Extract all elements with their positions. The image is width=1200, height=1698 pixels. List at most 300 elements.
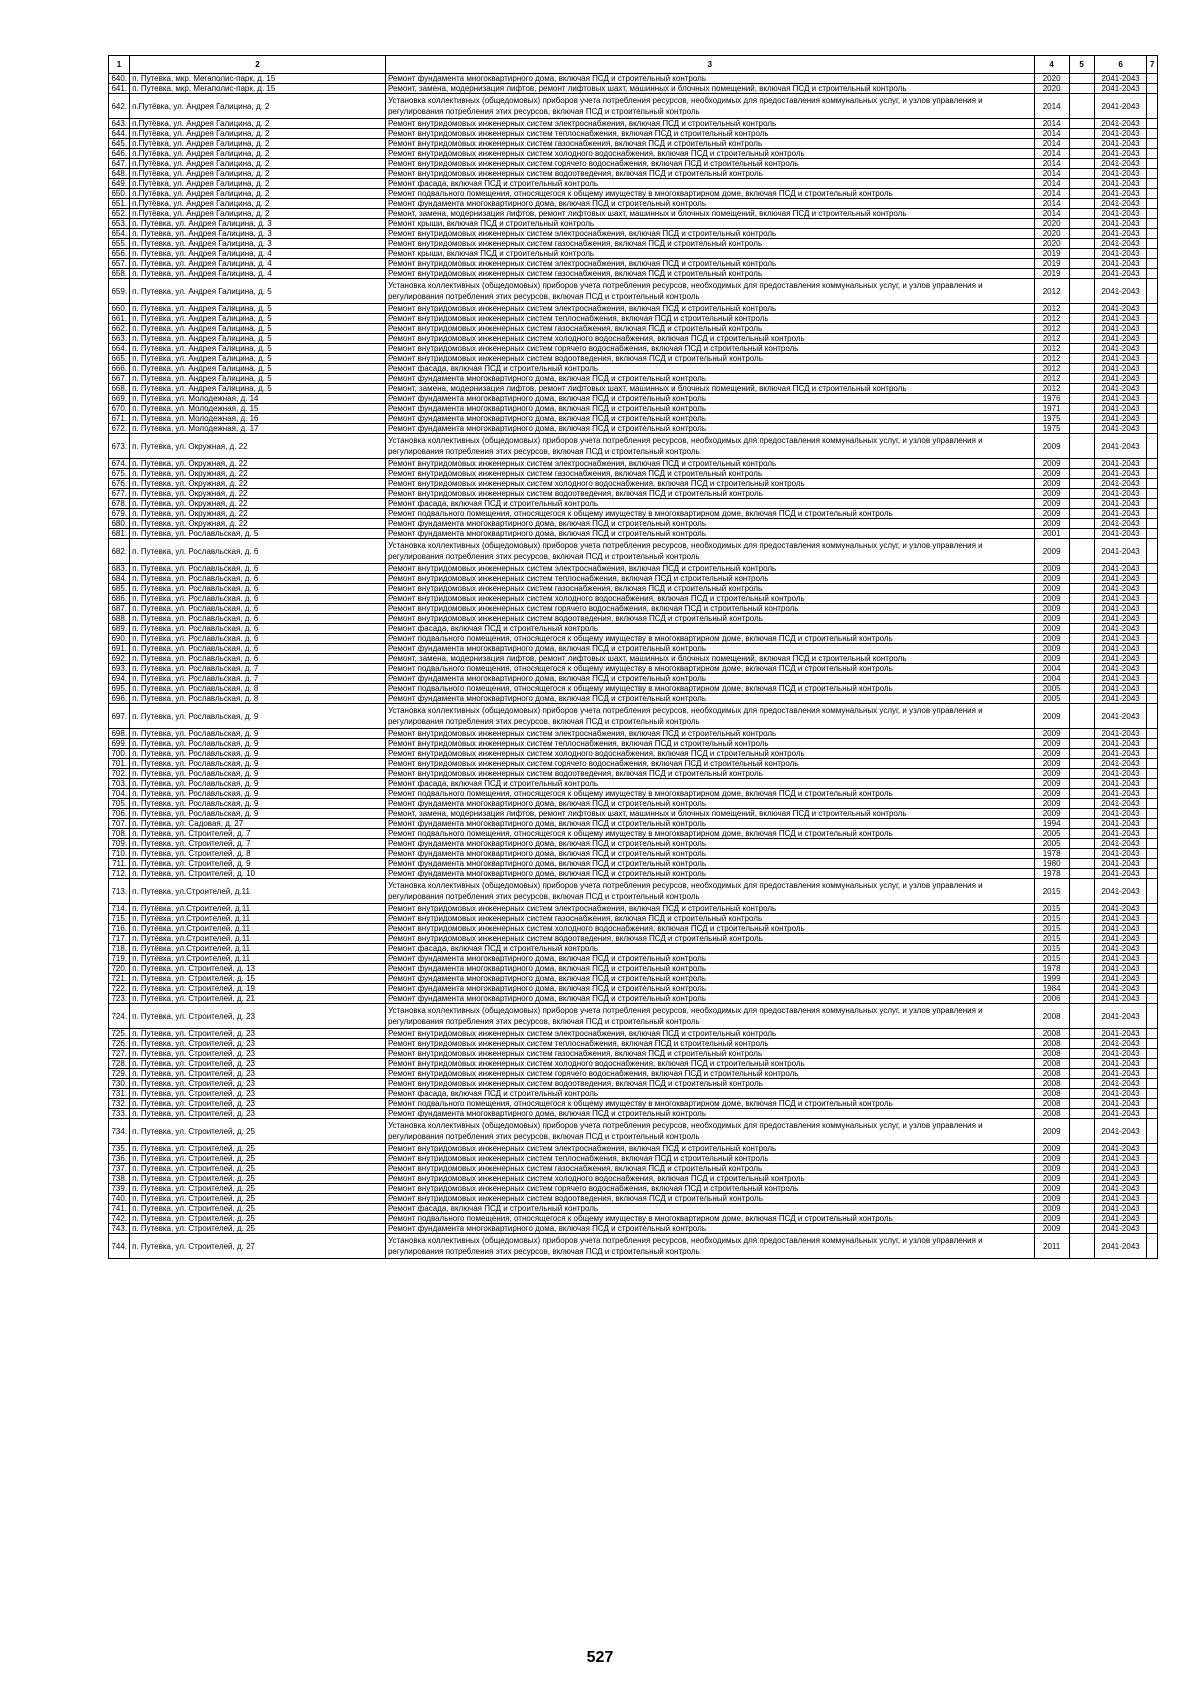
period-cell: 2041-2043 [1094,684,1147,694]
empty-cell [1147,374,1158,384]
row-number-cell: 705. [109,799,130,809]
address-cell: п.Путёвка, ул. Андрея Галицина, д. 2 [130,199,386,209]
year-cell: 1999 [1034,974,1069,984]
address-cell: п. Путевка, ул. Рославльская, д. 7 [130,674,386,684]
row-number-cell: 692. [109,654,130,664]
period-cell: 2041-2043 [1094,859,1147,869]
work-type-cell: Ремонт, замена, модернизация лифтов, ремонт лифтовых шахт, машинных и блочных помещений, включая ПСД и строительный контроль [385,209,1034,219]
work-type-cell: Ремонт фундамента многоквартирного дома, включая ПСД и строительный контроль [385,394,1034,404]
work-type-cell: Ремонт внутридомовых инженерных систем электроснабжения, включая ПСД и строительный контроль [385,729,1034,739]
empty-cell [1147,1099,1158,1109]
row-number-cell: 649. [109,179,130,189]
year-cell: 2009 [1034,749,1069,759]
period-cell: 2041-2043 [1094,1069,1147,1079]
table-row [109,1039,1158,1049]
address-cell: п. Путевка, ул. Рославльская, д. 9 [130,799,386,809]
period-cell: 2041-2043 [1094,269,1147,279]
row-number-cell: 743. [109,1224,130,1234]
empty-cell [1147,634,1158,644]
empty-cell [1069,344,1094,354]
empty-cell [1147,879,1158,904]
table-row [109,604,1158,614]
table-row [109,334,1158,344]
empty-cell [1147,839,1158,849]
year-cell: 2004 [1034,664,1069,674]
empty-cell [1069,1079,1094,1089]
empty-cell [1069,139,1094,149]
work-type-cell: Ремонт фундамента многоквартирного дома, включая ПСД и строительный контроль [385,674,1034,684]
row-number-cell: 721. [109,974,130,984]
empty-cell [1147,624,1158,634]
work-type-cell: Ремонт фундамента многоквартирного дома, включая ПСД и строительный контроль [385,74,1034,84]
period-cell: 2041-2043 [1094,694,1147,704]
year-cell: 2011 [1034,1234,1069,1259]
empty-cell [1147,354,1158,364]
table-row [109,994,1158,1004]
row-number-cell: 738. [109,1174,130,1184]
period-cell: 2041-2043 [1094,384,1147,394]
empty-cell [1147,1234,1158,1259]
address-cell: п. Путевка, ул. Рославльская, д. 9 [130,779,386,789]
table-row [109,489,1158,499]
address-cell: п. Путевка, ул. Андрея Галицина, д. 5 [130,324,386,334]
row-number-cell: 702. [109,769,130,779]
period-cell: 2041-2043 [1094,1079,1147,1089]
address-cell: п. Путевка, ул. Окружная, д. 22 [130,434,386,459]
period-cell: 2041-2043 [1094,74,1147,84]
empty-cell [1147,739,1158,749]
table-row [109,424,1158,434]
row-number-cell: 645. [109,139,130,149]
empty-cell [1147,314,1158,324]
table-row [109,584,1158,594]
table-row [109,759,1158,769]
year-cell: 2009 [1034,789,1069,799]
year-cell: 2009 [1034,1184,1069,1194]
address-cell: п. Путевка, ул. Строителей, д. 23 [130,1059,386,1069]
empty-cell [1069,1144,1094,1154]
work-type-cell: Установка коллективных (общедомовых) приборов учета потребления ресурсов, необходимых для предоставления коммунальных услуг, и узлов управления и регулирования потребления этих ресурсов, включая ПСД и строительный контроль [385,539,1034,564]
period-cell: 2041-2043 [1094,499,1147,509]
year-cell: 2009 [1034,434,1069,459]
period-cell: 2041-2043 [1094,1234,1147,1259]
period-cell: 2041-2043 [1094,704,1147,729]
period-cell: 2041-2043 [1094,354,1147,364]
table-row [109,74,1158,84]
table-row [109,564,1158,574]
table-row [109,139,1158,149]
year-cell: 2004 [1034,674,1069,684]
empty-cell [1069,574,1094,584]
empty-cell [1069,179,1094,189]
year-cell: 2015 [1034,924,1069,934]
empty-cell [1069,704,1094,729]
empty-cell [1147,434,1158,459]
period-cell: 2041-2043 [1094,759,1147,769]
period-cell: 2041-2043 [1094,404,1147,414]
work-type-cell: Ремонт фасада, включая ПСД и строительный контроль [385,624,1034,634]
period-cell: 2041-2043 [1094,84,1147,94]
period-cell: 2041-2043 [1094,1154,1147,1164]
year-cell: 2012 [1034,314,1069,324]
address-cell: п. Путевка, ул. Андрея Галицина, д. 5 [130,334,386,344]
empty-cell [1147,1049,1158,1059]
table-row [109,269,1158,279]
row-number-cell: 658. [109,269,130,279]
address-cell: п. Путевка, ул. Окружная, д. 22 [130,509,386,519]
period-cell: 2041-2043 [1094,749,1147,759]
table-row [109,914,1158,924]
work-type-cell: Ремонт фасада, включая ПСД и строительный контроль [385,1204,1034,1214]
year-cell: 2014 [1034,129,1069,139]
address-cell: п. Путевка, ул. Андрея Галицина, д. 5 [130,384,386,394]
year-cell: 2020 [1034,239,1069,249]
empty-cell [1147,789,1158,799]
year-cell: 1984 [1034,984,1069,994]
address-cell: п. Путевка, ул. Строителей, д. 21 [130,994,386,1004]
table-row [109,189,1158,199]
row-number-cell: 663. [109,334,130,344]
work-type-cell: Ремонт внутридомовых инженерных систем холодного водоснабжения, включая ПСД и строительный контроль [385,149,1034,159]
address-cell: п. Путевка, ул. Строителей, д. 23 [130,1049,386,1059]
year-cell: 2012 [1034,374,1069,384]
year-cell: 2005 [1034,839,1069,849]
address-cell: п. Путевка, ул. Строителей, д. 25 [130,1144,386,1154]
address-cell: п. Путевка, ул. Строителей, д. 25 [130,1184,386,1194]
table-row [109,924,1158,934]
year-cell: 1971 [1034,404,1069,414]
year-cell: 2009 [1034,769,1069,779]
address-cell: п. Путёвка, ул.Строителей, д.11 [130,954,386,964]
year-cell: 2009 [1034,564,1069,574]
address-cell: п. Путевка, ул. Рославльская, д. 6 [130,594,386,604]
period-cell: 2041-2043 [1094,1184,1147,1194]
work-type-cell: Ремонт внутридомовых инженерных систем теплоснабжения, включая ПСД и строительный контроль [385,1039,1034,1049]
work-type-cell: Ремонт внутридомовых инженерных систем горячего водоснабжения, включая ПСД и строительный контроль [385,1184,1034,1194]
empty-cell [1147,749,1158,759]
row-number-cell: 684. [109,574,130,584]
row-number-cell: 678. [109,499,130,509]
year-cell: 2009 [1034,654,1069,664]
row-number-cell: 729. [109,1069,130,1079]
period-cell: 2041-2043 [1094,1174,1147,1184]
empty-cell [1069,1049,1094,1059]
period-cell: 2041-2043 [1094,249,1147,259]
period-cell: 2041-2043 [1094,819,1147,829]
work-type-cell: Ремонт, замена, модернизация лифтов, ремонт лифтовых шахт, машинных и блочных помещений, включая ПСД и строительный контроль [385,809,1034,819]
row-number-cell: 727. [109,1049,130,1059]
work-type-cell: Ремонт внутридомовых инженерных систем газоснабжения, включая ПСД и строительный контроль [385,914,1034,924]
period-cell: 2041-2043 [1094,634,1147,644]
address-cell: п. Путевка, ул. Рославльская, д. 6 [130,654,386,664]
empty-cell [1147,459,1158,469]
work-type-cell: Ремонт внутридомовых инженерных систем электроснабжения, включая ПСД и строительный контроль [385,564,1034,574]
year-cell: 2014 [1034,179,1069,189]
period-cell: 2041-2043 [1094,839,1147,849]
address-cell: п. Путевка, ул. Окружная, д. 22 [130,489,386,499]
empty-cell [1069,249,1094,259]
period-cell: 2041-2043 [1094,849,1147,859]
empty-cell [1147,1174,1158,1184]
empty-cell [1147,259,1158,269]
row-number-cell: 686. [109,594,130,604]
empty-cell [1069,209,1094,219]
period-cell: 2041-2043 [1094,944,1147,954]
empty-cell [1069,869,1094,879]
empty-cell [1147,654,1158,664]
row-number-cell: 643. [109,119,130,129]
table-row [109,1174,1158,1184]
address-cell: п. Путевка, ул. Рославльская, д. 9 [130,749,386,759]
period-cell: 2041-2043 [1094,1224,1147,1234]
period-cell: 2041-2043 [1094,769,1147,779]
address-cell: п. Путевка, ул. Окружная, д. 22 [130,519,386,529]
row-number-cell: 744. [109,1234,130,1259]
address-cell: п. Путевка, ул. Андрея Галицина, д. 4 [130,249,386,259]
year-cell: 2009 [1034,1214,1069,1224]
empty-cell [1147,334,1158,344]
row-number-cell: 657. [109,259,130,269]
period-cell: 2041-2043 [1094,1029,1147,1039]
address-cell: п. Путевка, мкр. Мегаполис-парк, д. 15 [130,84,386,94]
empty-cell [1069,584,1094,594]
work-type-cell: Ремонт внутридомовых инженерных систем водоотведения, включая ПСД и строительный контроль [385,769,1034,779]
work-type-cell: Ремонт фундамента многоквартирного дома, включая ПСД и строительный контроль [385,199,1034,209]
empty-cell [1147,1154,1158,1164]
year-cell: 2001 [1034,529,1069,539]
table-row [109,954,1158,964]
empty-cell [1069,94,1094,119]
row-number-cell: 717. [109,934,130,944]
empty-cell [1147,914,1158,924]
empty-cell [1147,759,1158,769]
year-cell: 2019 [1034,249,1069,259]
period-cell: 2041-2043 [1094,1039,1147,1049]
year-cell: 2009 [1034,584,1069,594]
work-type-cell: Ремонт фундамента многоквартирного дома, включая ПСД и строительный контроль [385,869,1034,879]
row-number-cell: 718. [109,944,130,954]
empty-cell [1069,354,1094,364]
period-cell: 2041-2043 [1094,129,1147,139]
empty-cell [1147,249,1158,259]
address-cell: п. Путевка, ул. Строителей, д. 23 [130,1099,386,1109]
page-number: 527 [586,1649,614,1666]
table-row [109,1154,1158,1164]
address-cell: п. Путевка, ул. Строителей, д. 23 [130,1004,386,1029]
row-number-cell: 660. [109,304,130,314]
year-cell: 2009 [1034,1174,1069,1184]
address-cell: п. Путевка, ул. Строителей, д. 27 [130,1234,386,1259]
row-number-cell: 651. [109,199,130,209]
table-row [109,149,1158,159]
period-cell: 2041-2043 [1094,394,1147,404]
table-row [109,129,1158,139]
period-cell: 2041-2043 [1094,729,1147,739]
empty-cell [1069,779,1094,789]
empty-cell [1147,934,1158,944]
year-cell: 2009 [1034,799,1069,809]
empty-cell [1069,1059,1094,1069]
empty-cell [1147,1029,1158,1039]
year-cell: 2012 [1034,324,1069,334]
address-cell: п. Путевка, ул. Строителей, д. 23 [130,1069,386,1079]
period-cell: 2041-2043 [1094,1099,1147,1109]
table-row [109,974,1158,984]
year-cell: 2014 [1034,199,1069,209]
year-cell: 2009 [1034,614,1069,624]
table-row [109,869,1158,879]
period-cell: 2041-2043 [1094,1059,1147,1069]
address-cell: п.Путёвка, ул. Андрея Галицина, д. 2 [130,119,386,129]
work-type-cell: Ремонт фундамента многоквартирного дома, включая ПСД и строительный контроль [385,974,1034,984]
table-row [109,119,1158,129]
row-number-cell: 698. [109,729,130,739]
empty-cell [1069,434,1094,459]
row-number-cell: 723. [109,994,130,1004]
period-cell: 2041-2043 [1094,974,1147,984]
empty-cell [1069,404,1094,414]
work-type-cell: Ремонт внутридомовых инженерных систем водоотведения, включая ПСД и строительный контроль [385,1079,1034,1089]
register-sheet [108,55,1158,1259]
row-number-cell: 734. [109,1119,130,1144]
address-cell: п. Путевка, ул. Андрея Галицина, д. 3 [130,219,386,229]
year-cell: 2009 [1034,499,1069,509]
empty-cell [1069,974,1094,984]
empty-cell [1147,159,1158,169]
row-number-cell: 695. [109,684,130,694]
address-cell: п. Путевка, ул. Строителей, д. 7 [130,839,386,849]
work-type-cell: Ремонт крыши, включая ПСД и строительный контроль [385,249,1034,259]
empty-cell [1069,229,1094,239]
empty-cell [1069,1119,1094,1144]
table-row [109,469,1158,479]
year-cell: 2009 [1034,1194,1069,1204]
row-number-cell: 707. [109,819,130,829]
table-row [109,614,1158,624]
address-cell: п. Путевка, ул. Строителей, д. 23 [130,1089,386,1099]
period-cell: 2041-2043 [1094,1214,1147,1224]
work-type-cell: Ремонт внутридомовых инженерных систем электроснабжения, включая ПСД и строительный контроль [385,904,1034,914]
period-cell: 2041-2043 [1094,799,1147,809]
empty-cell [1147,694,1158,704]
period-cell: 2041-2043 [1094,199,1147,209]
period-cell: 2041-2043 [1094,604,1147,614]
year-cell: 2019 [1034,269,1069,279]
table-row [109,739,1158,749]
table-row [109,94,1158,119]
table-row [109,1004,1158,1029]
year-cell: 2009 [1034,594,1069,604]
year-cell: 2009 [1034,1144,1069,1154]
empty-cell [1147,1164,1158,1174]
empty-cell [1069,1234,1094,1259]
address-cell: п.Путёвка, ул. Андрея Галицина, д. 2 [130,139,386,149]
empty-cell [1069,684,1094,694]
table-row [109,819,1158,829]
empty-cell [1069,394,1094,404]
period-cell: 2041-2043 [1094,564,1147,574]
empty-cell [1069,994,1094,1004]
period-cell: 2041-2043 [1094,119,1147,129]
empty-cell [1147,799,1158,809]
year-cell: 2009 [1034,1164,1069,1174]
empty-cell [1147,384,1158,394]
row-number-cell: 676. [109,479,130,489]
work-type-cell: Ремонт внутридомовых инженерных систем электроснабжения, включая ПСД и строительный контроль [385,1029,1034,1039]
empty-cell [1147,964,1158,974]
table-row [109,539,1158,564]
table-row [109,374,1158,384]
work-type-cell: Ремонт внутридомовых инженерных систем газоснабжения, включая ПСД и строительный контроль [385,1164,1034,1174]
table-row [109,749,1158,759]
table-row [109,704,1158,729]
year-cell: 1994 [1034,819,1069,829]
empty-cell [1147,674,1158,684]
period-cell: 2041-2043 [1094,489,1147,499]
empty-cell [1069,1224,1094,1234]
address-cell: п. Путевка, ул. Рославльская, д. 5 [130,529,386,539]
period-cell: 2041-2043 [1094,209,1147,219]
period-cell: 2041-2043 [1094,519,1147,529]
empty-cell [1147,1089,1158,1099]
empty-cell [1069,119,1094,129]
year-cell: 2009 [1034,624,1069,634]
table-row [109,1184,1158,1194]
row-number-cell: 720. [109,964,130,974]
work-type-cell: Ремонт фундамента многоквартирного дома, включая ПСД и строительный контроль [385,694,1034,704]
empty-cell [1147,119,1158,129]
period-cell: 2041-2043 [1094,1119,1147,1144]
table-row [109,1119,1158,1144]
empty-cell [1069,694,1094,704]
empty-cell [1069,1109,1094,1119]
empty-cell [1147,779,1158,789]
empty-cell [1069,729,1094,739]
year-cell: 2009 [1034,729,1069,739]
address-cell: п. Путевка, ул. Окружная, д. 22 [130,469,386,479]
empty-cell [1147,904,1158,914]
empty-cell [1147,199,1158,209]
col-header-3: 3 [385,56,1034,74]
year-cell: 2009 [1034,479,1069,489]
period-cell: 2041-2043 [1094,219,1147,229]
address-cell: п. Путевка, ул. Рославльская, д. 6 [130,539,386,564]
row-number-cell: 666. [109,364,130,374]
period-cell: 2041-2043 [1094,1144,1147,1154]
empty-cell [1069,944,1094,954]
work-type-cell: Ремонт внутридомовых инженерных систем электроснабжения, включая ПСД и строительный контроль [385,259,1034,269]
period-cell: 2041-2043 [1094,994,1147,1004]
address-cell: п. Путевка, ул. Рославльская, д. 9 [130,704,386,729]
address-cell: п.Путёвка, ул. Андрея Галицина, д. 2 [130,169,386,179]
col-header-4: 4 [1034,56,1069,74]
table-row [109,459,1158,469]
work-type-cell: Установка коллективных (общедомовых) приборов учета потребления ресурсов, необходимых для предоставления коммунальных услуг, и узлов управления и регулирования потребления этих ресурсов, включая ПСД и строительный контроль [385,1119,1034,1144]
year-cell: 2012 [1034,364,1069,374]
table-row [109,229,1158,239]
year-cell: 2012 [1034,384,1069,394]
empty-cell [1147,594,1158,604]
table-row [109,344,1158,354]
address-cell: п. Путевка, ул. Строителей, д. 25 [130,1214,386,1224]
empty-cell [1069,489,1094,499]
empty-cell [1069,1194,1094,1204]
table-row [109,394,1158,404]
year-cell: 2020 [1034,74,1069,84]
year-cell: 2012 [1034,354,1069,364]
table-row [109,574,1158,584]
work-type-cell: Ремонт фундамента многоквартирного дома, включая ПСД и строительный контроль [385,994,1034,1004]
